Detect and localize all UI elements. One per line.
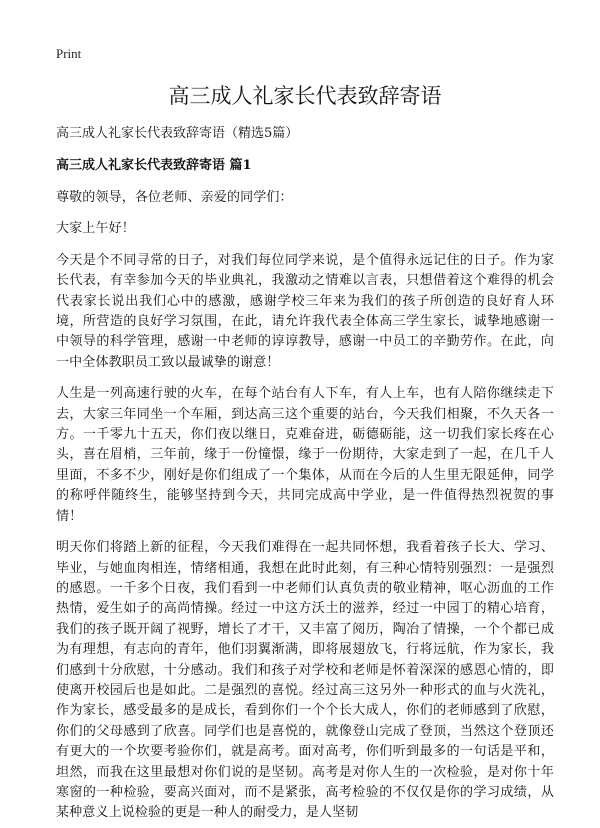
- greeting-paragraph: 大家上午好！: [56, 221, 135, 237]
- document-subtitle: 高三成人礼家长代表致辞寄语（精选5篇）: [56, 126, 299, 141]
- print-link[interactable]: Print: [56, 46, 82, 61]
- section-heading: 高三成人礼家长代表致辞寄语 篇1: [56, 158, 252, 173]
- body-paragraph-2: 人生是一列高速行驶的火车，在每个站台有人下车，有人上车，也有人陪你继续走下去，大家三年同坐一个车厢，到达高三这个重要的站台，今天我们相聚，不久天各一方。一千零九十五天，你们夜以继日，克难奋进，砺德砺能，这一切我们家长疼在心头，喜在眉梢，三年前，缘于一份憧憬，缘于一份期待，大家走到了一起，在几千人里面，不多不少，刚好是你们组成了一个集体，从而在今后的人生里无限延伸，同学的称呼伴随终生，能够坚持到今天，共同完成高中学业，是一件值得热烈祝贺的事情！: [56, 386, 554, 524]
- document-title: 高三成人礼家长代表致辞寄语: [168, 84, 442, 108]
- body-paragraph-1: 今天是个不同寻常的日子，对我们每位同学来说，是个值得永远记住的日子。作为家长代表，有幸参加今天的毕业典礼，我激动之情难以言表，只想借着这个难得的机会代表家长说出我们心中的感激，感谢学校三年来为我们的孩子所创造的良好育人环境，所营造的良好学习氛围，在此，请允许我代表全体高三学生家长，诚挚地感谢一中领导的科学管理，感谢一中老师的谆谆教导，感谢一中员工的辛勤劳作。在此，向一中全体教职员工致以最诚挚的谢意！: [56, 252, 554, 370]
- salutation-paragraph: 尊敬的领导，各位老师、亲爱的同学们：: [56, 190, 293, 205]
- body-paragraph-3: 明天你们将踏上新的征程，今天我们难得在一起共同怀想，我看着孩子长大、学习、毕业，与她血肉相连，情绪相通，我想在此时此刻，有三种心情特别强烈：一是强烈的感恩。一千多个日夜，我们看到一中老师们认真负责的敬业精神，呕心沥血的工作热情，爱生如子的高尚情操。经过一中这方沃土的滋养，经过一中园丁的精心培育，我们的孩子既开阔了视野，增长了才干，又丰富了阅历，陶冶了情操，一个个都已成为有理想，有志向的青年，他们羽翼渐满，即将展翅放飞，行将远航，作为家长，我们感到十分欣慰，十分感动。我们和孩子对学校和老师是怀着深深的感恩心情的，即使离开校园后也是如此。二是强烈的喜悦。经过高三这另外一种形式的血与火洗礼，作为家长，感受最多的是成长，看到你们一个个长大成人，你们的老师感到了欣慰，你们的父母感到了欣喜。同学们也是喜悦的，就像登山完成了登顶，当然这个登顶还有更大的一个坎要考验你们，就是高考。面对高考，你们听到最多的一句话是平和，坦然，而我在这里最想对你们说的是坚韧。高考是对你人生的一次检验，是对你十年寒窗的一种检验，要高兴面对，而不是紧张，高考检验的不仅仅是你的学习成绩，从某种意义上说检验的更是一种人的耐受力，是人坚韧: [56, 540, 554, 821]
